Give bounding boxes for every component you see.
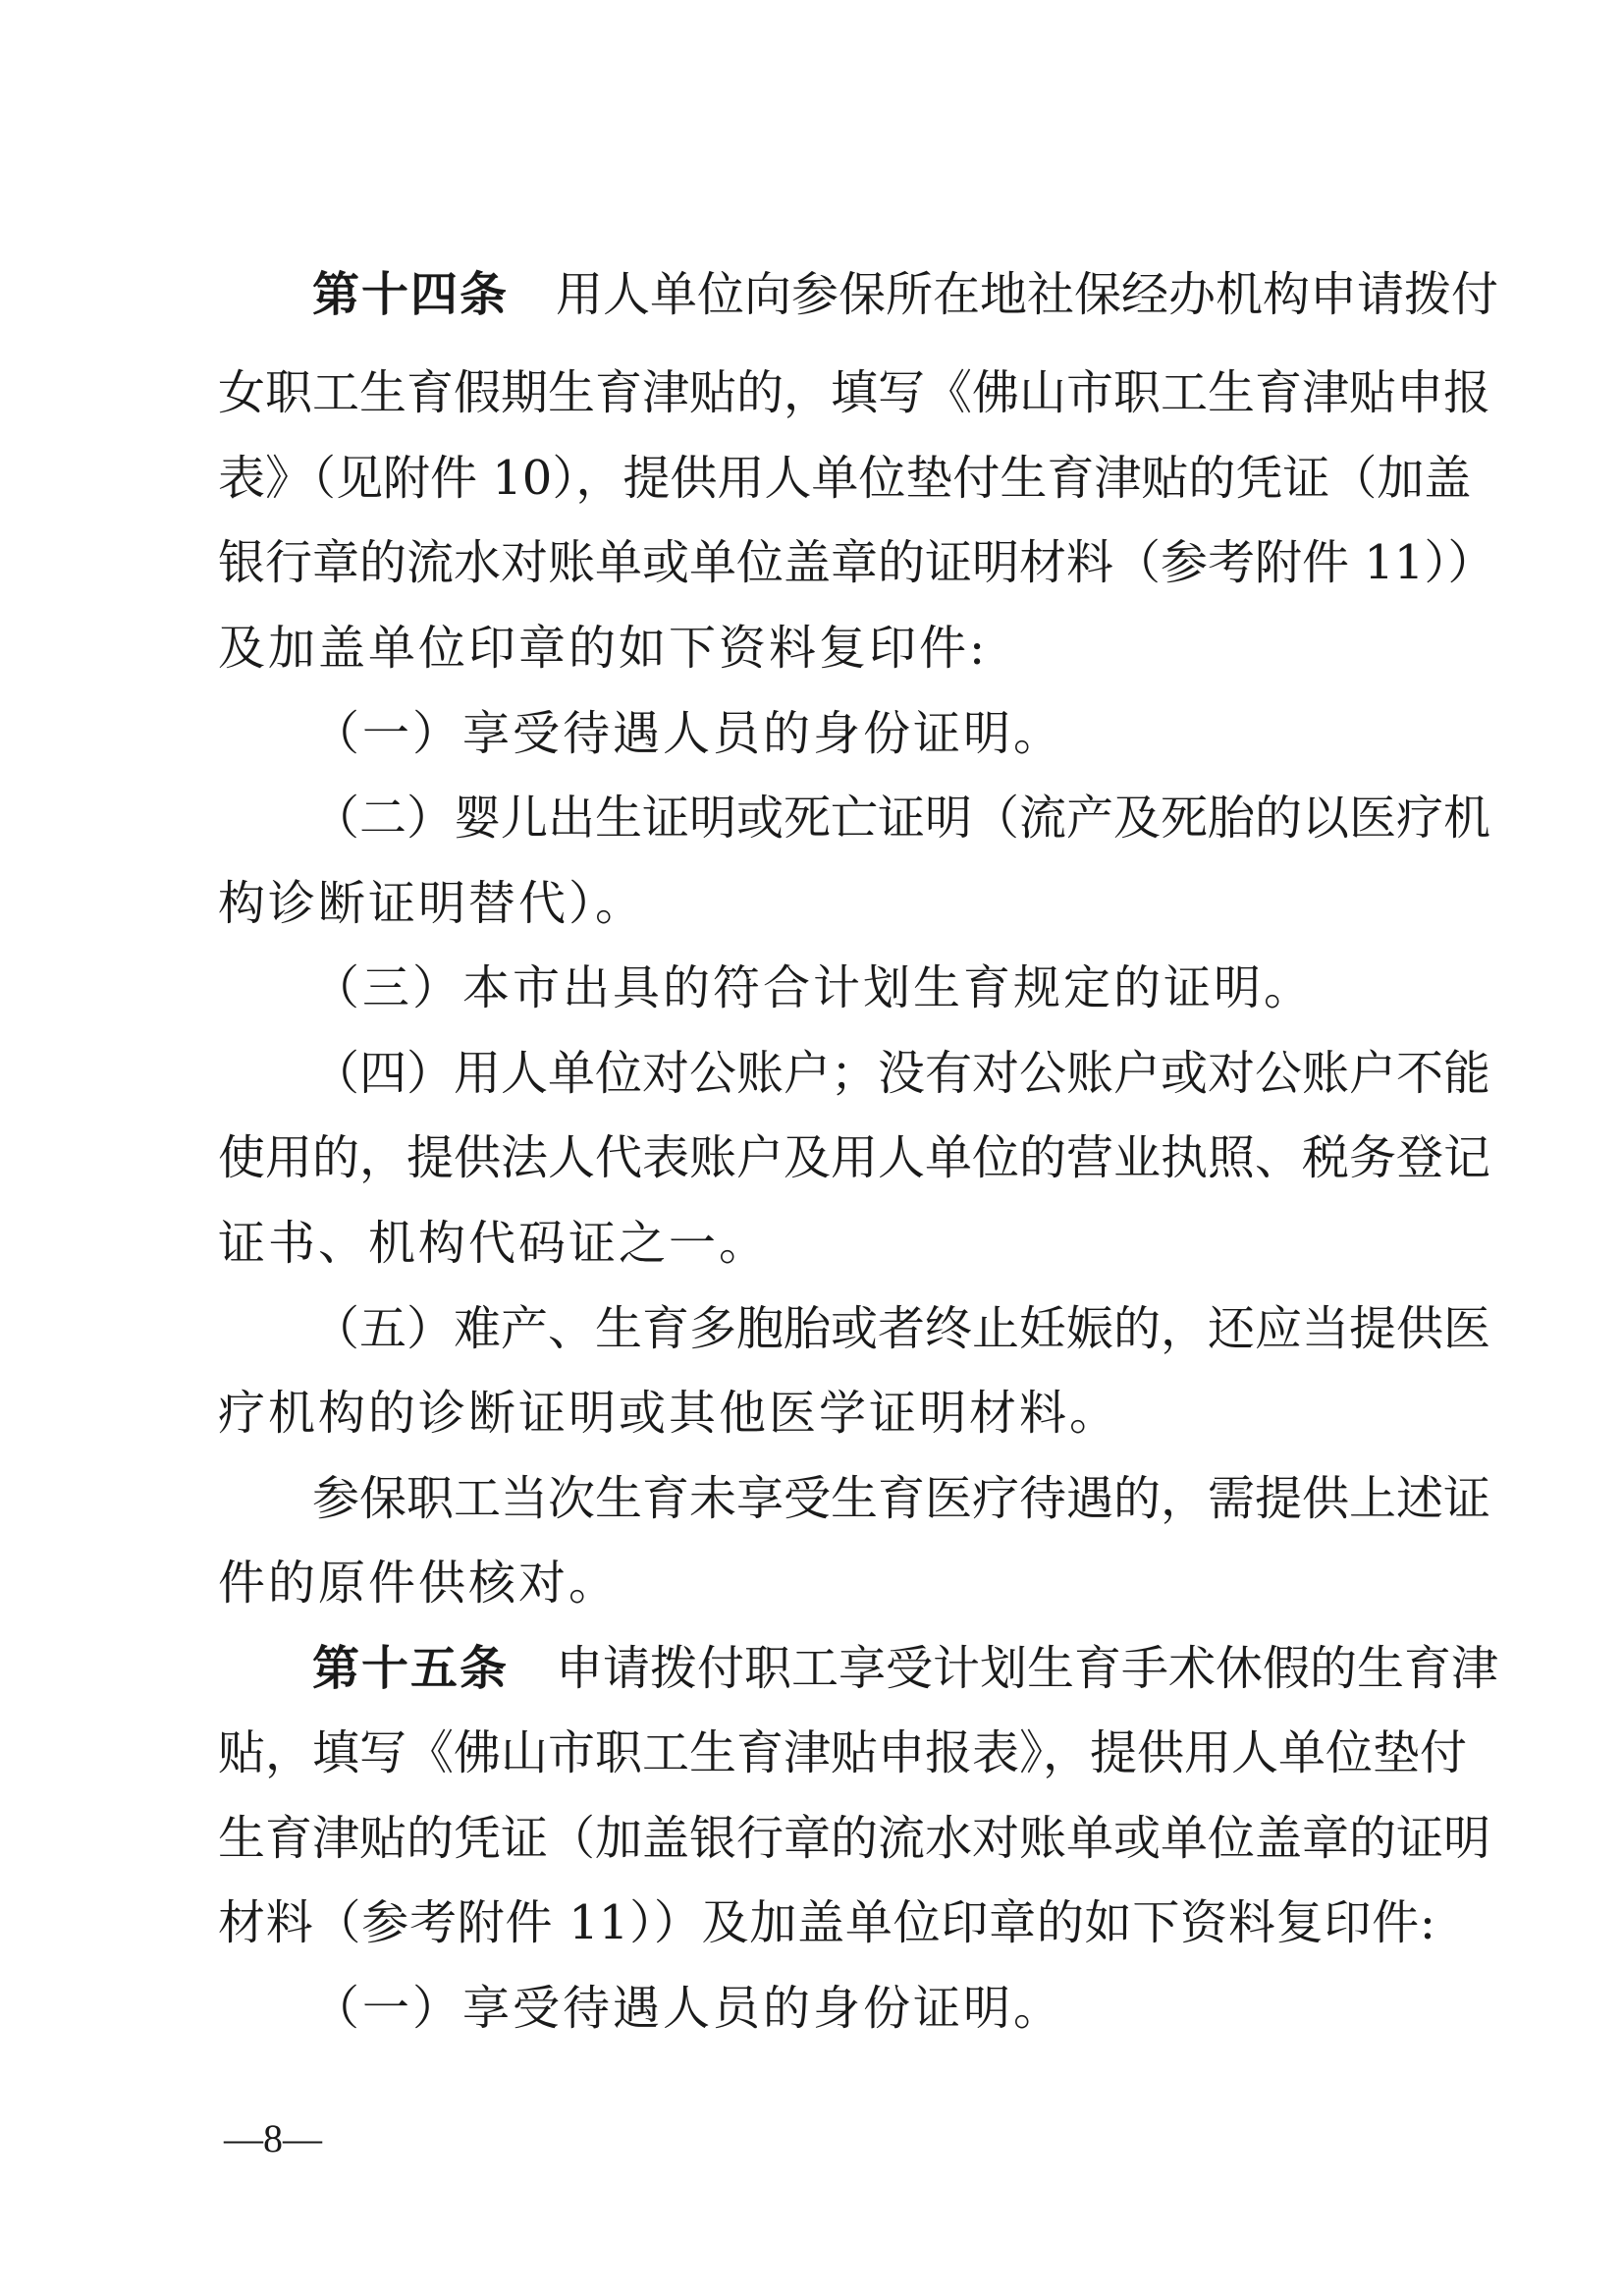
page-number: —8— <box>224 2116 322 2160</box>
article-14-line-1 <box>312 259 1499 330</box>
article-14-item-4-line-3: 证书、机构代码证之一。 <box>218 1216 770 1271</box>
article-14-item-4-line-2: 使用的，提供法人代表账户及用人单位的营业执照、税务登记 <box>218 1130 1491 1185</box>
article-14-note-line-2: 件的原件供核对。 <box>218 1556 620 1611</box>
article-14-item-3-line-1: （三）本市出具的符合计划生育规定的证明。 <box>312 960 1315 1015</box>
article-14-text-1: 用人单位向参保所在地社保经办机构申请拨付 <box>556 267 1499 322</box>
article-14-line-5: 及加盖单位印章的如下资料复印件: <box>218 621 989 676</box>
article-15-line-4: 材料（参考附件 11））及加盖单位印章的如下资料复印件: <box>218 1895 1435 1950</box>
article-15-line-1 <box>312 1633 1499 1704</box>
article-15-line-2: 贴，填写《佛山市职工生育津贴申报表》，提供用人单位垫付 <box>218 1725 1468 1780</box>
article-14-item-5-line-1: （五）难产、生育多胞胎或者终止妊娠的，还应当提供医 <box>312 1301 1491 1356</box>
article-15-line-3: 生育津贴的凭证（加盖银行章的流水对账单或单位盖章的证明 <box>218 1811 1491 1866</box>
article-14-line-3: 表》（见附件 10），提供用人单位垫付生育津贴的凭证（加盖 <box>218 451 1472 506</box>
article-15-text-1: 申请拨付职工享受计划生育手术休假的生育津 <box>556 1641 1499 1696</box>
article-14-item-4-line-1: （四）用人单位对公账户；没有对公账户或对公账户不能 <box>312 1046 1491 1101</box>
article-15-title: 第十五条 <box>312 1641 510 1696</box>
article-14-title: 第十四条 <box>312 267 510 322</box>
article-14-item-5-line-2: 疗机构的诊断证明或其他医学证明材料。 <box>218 1386 1120 1441</box>
article-14-note-line-1: 参保职工当次生育未享受生育医疗待遇的，需提供上述证 <box>312 1471 1491 1526</box>
article-15-item-1-line-1: （一）享受待遇人员的身份证明。 <box>312 1981 1064 2036</box>
article-14-line-2: 女职工生育假期生育津贴的，填写《佛山市职工生育津贴申报 <box>218 365 1491 420</box>
article-14-item-2-line-1: （二）婴儿出生证明或死亡证明（流产及死胎的以医疗机 <box>312 791 1491 846</box>
article-14-item-2-line-2: 构诊断证明替代）。 <box>218 876 646 931</box>
article-14-line-4: 银行章的流水对账单或单位盖章的证明材料（参考附件 11）） <box>218 535 1495 590</box>
article-14-item-1-line-1: （一）享受待遇人员的身份证明。 <box>312 706 1064 761</box>
